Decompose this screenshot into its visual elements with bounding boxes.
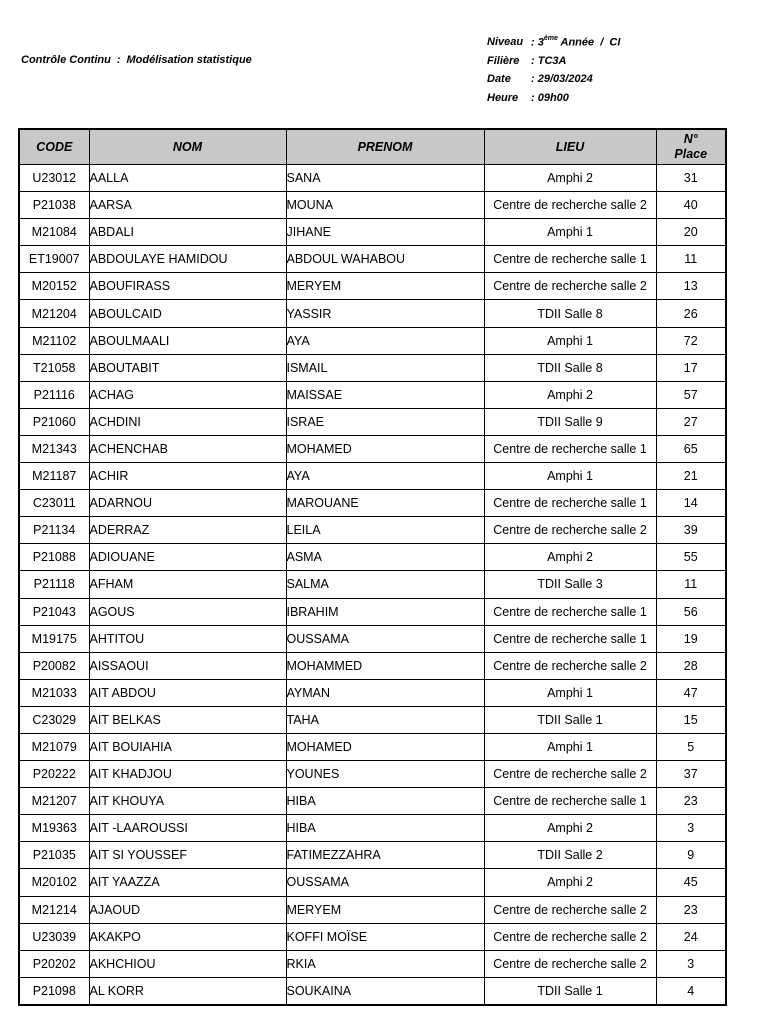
table-row bbox=[19, 381, 726, 408]
cell-code: M21214 bbox=[19, 896, 89, 923]
cell-prenom: MOUNA bbox=[286, 192, 484, 219]
cell-code: P21118 bbox=[19, 571, 89, 598]
cell-lieu: Centre de recherche salle 2 bbox=[484, 923, 656, 950]
table-row bbox=[19, 950, 726, 977]
cell-code: P21134 bbox=[19, 517, 89, 544]
cell-place: 47 bbox=[656, 679, 726, 706]
cell-place: 4 bbox=[656, 977, 726, 1005]
cell-place: 17 bbox=[656, 354, 726, 381]
exam-title bbox=[21, 54, 252, 66]
header-place bbox=[656, 129, 726, 165]
cell-nom: ABOULMAALI bbox=[89, 327, 286, 354]
cell-code: M21102 bbox=[19, 327, 89, 354]
table-row bbox=[19, 327, 726, 354]
cell-prenom: AYA bbox=[286, 327, 484, 354]
cell-lieu: TDII Salle 1 bbox=[484, 706, 656, 733]
cell-prenom: OUSSAMA bbox=[286, 625, 484, 652]
cell-nom: ABOULCAID bbox=[89, 300, 286, 327]
cell-lieu: Amphi 1 bbox=[484, 219, 656, 246]
cell-place: 31 bbox=[656, 165, 726, 192]
cell-prenom: MERYEM bbox=[286, 273, 484, 300]
cell-nom: ADIOUANE bbox=[89, 544, 286, 571]
cell-nom: ABOUFIRASS bbox=[89, 273, 286, 300]
cell-code: P21060 bbox=[19, 408, 89, 435]
cell-nom: AGOUS bbox=[89, 598, 286, 625]
cell-nom: AFHAM bbox=[89, 571, 286, 598]
cell-place: 19 bbox=[656, 625, 726, 652]
cell-nom: AHTITOU bbox=[89, 625, 286, 652]
table-row bbox=[19, 246, 726, 273]
cell-code: M21079 bbox=[19, 733, 89, 760]
filiere-label: Filière bbox=[487, 54, 520, 67]
cell-code: T21058 bbox=[19, 354, 89, 381]
table-row bbox=[19, 517, 726, 544]
cell-prenom: RKIA bbox=[286, 950, 484, 977]
date-label: Date bbox=[487, 73, 511, 85]
cell-place: 21 bbox=[656, 463, 726, 490]
cell-prenom: AYA bbox=[286, 463, 484, 490]
table-row bbox=[19, 869, 726, 896]
cell-place: 5 bbox=[656, 733, 726, 760]
cell-prenom: SANA bbox=[286, 165, 484, 192]
cell-place: 55 bbox=[656, 544, 726, 571]
cell-place: 27 bbox=[656, 408, 726, 435]
table-row bbox=[19, 598, 726, 625]
table-row bbox=[19, 435, 726, 462]
cell-prenom: MERYEM bbox=[286, 896, 484, 923]
cell-lieu: Centre de recherche salle 2 bbox=[484, 761, 656, 788]
cell-place: 11 bbox=[656, 571, 726, 598]
cell-nom: ACHENCHAB bbox=[89, 435, 286, 462]
cell-prenom: MOHAMMED bbox=[286, 652, 484, 679]
cell-nom: AIT KHOUYA bbox=[89, 788, 286, 815]
cell-place: 57 bbox=[656, 381, 726, 408]
table-row bbox=[19, 815, 726, 842]
cell-code: ET19007 bbox=[19, 246, 89, 273]
table-row bbox=[19, 625, 726, 652]
heure-label: Heure bbox=[487, 91, 519, 104]
cell-nom: ABDOULAYE HAMIDOU bbox=[89, 246, 286, 273]
table-row bbox=[19, 896, 726, 923]
table-row bbox=[19, 219, 726, 246]
cell-nom: AIT KHADJOU bbox=[89, 761, 286, 788]
cell-lieu: Amphi 1 bbox=[484, 327, 656, 354]
table-body bbox=[19, 165, 726, 1005]
meta-date bbox=[487, 73, 620, 92]
cell-place: 72 bbox=[656, 327, 726, 354]
cell-lieu: Centre de recherche salle 2 bbox=[484, 192, 656, 219]
cell-prenom: MOHAMED bbox=[286, 733, 484, 760]
cell-nom: AIT -LAAROUSSI bbox=[89, 815, 286, 842]
cell-place: 20 bbox=[656, 219, 726, 246]
meta-niveau bbox=[487, 36, 620, 55]
cell-nom: AIT ABDOU bbox=[89, 679, 286, 706]
cell-prenom: ISRAE bbox=[286, 408, 484, 435]
table-row bbox=[19, 544, 726, 571]
table-row bbox=[19, 192, 726, 219]
cell-lieu: TDII Salle 8 bbox=[484, 354, 656, 381]
cell-place: 13 bbox=[656, 273, 726, 300]
cell-prenom: ASMA bbox=[286, 544, 484, 571]
cell-lieu: Amphi 1 bbox=[484, 463, 656, 490]
cell-lieu: Centre de recherche salle 2 bbox=[484, 950, 656, 977]
cell-prenom: MAROUANE bbox=[286, 490, 484, 517]
cell-lieu: Centre de recherche salle 1 bbox=[484, 625, 656, 652]
cell-lieu: Centre de recherche salle 1 bbox=[484, 598, 656, 625]
cell-prenom: HIBA bbox=[286, 815, 484, 842]
cell-code: P21038 bbox=[19, 192, 89, 219]
cell-nom: AALLA bbox=[89, 165, 286, 192]
cell-prenom: HIBA bbox=[286, 788, 484, 815]
table-row bbox=[19, 300, 726, 327]
cell-prenom: OUSSAMA bbox=[286, 869, 484, 896]
exam-separator: : bbox=[116, 54, 121, 66]
cell-lieu: Amphi 2 bbox=[484, 815, 656, 842]
student-roster-table bbox=[18, 128, 727, 1006]
cell-code: P21116 bbox=[19, 381, 89, 408]
header-nom: NOM bbox=[89, 129, 286, 165]
cell-lieu: Amphi 2 bbox=[484, 869, 656, 896]
table-row bbox=[19, 273, 726, 300]
cell-lieu: Centre de recherche salle 2 bbox=[484, 896, 656, 923]
table-row bbox=[19, 977, 726, 1005]
table-row bbox=[19, 408, 726, 435]
filiere-value: : TC3A bbox=[531, 54, 567, 67]
cell-lieu: TDII Salle 1 bbox=[484, 977, 656, 1005]
cell-code: M21207 bbox=[19, 788, 89, 815]
cell-place: 15 bbox=[656, 706, 726, 733]
cell-place: 11 bbox=[656, 246, 726, 273]
cell-code: C23029 bbox=[19, 706, 89, 733]
cell-nom: ADARNOU bbox=[89, 490, 286, 517]
table-row bbox=[19, 679, 726, 706]
cell-code: P21043 bbox=[19, 598, 89, 625]
cell-nom: AKAKPO bbox=[89, 923, 286, 950]
table-row bbox=[19, 571, 726, 598]
cell-lieu: Amphi 1 bbox=[484, 679, 656, 706]
table-row bbox=[19, 652, 726, 679]
cell-nom: ACHIR bbox=[89, 463, 286, 490]
heure-value: : 09h00 bbox=[531, 91, 569, 104]
cell-code: M21033 bbox=[19, 679, 89, 706]
cell-code: M21204 bbox=[19, 300, 89, 327]
cell-place: 40 bbox=[656, 192, 726, 219]
cell-prenom: YOUNES bbox=[286, 761, 484, 788]
cell-lieu: Centre de recherche salle 1 bbox=[484, 490, 656, 517]
cell-code: P21088 bbox=[19, 544, 89, 571]
cell-place: 28 bbox=[656, 652, 726, 679]
cell-lieu: Centre de recherche salle 1 bbox=[484, 435, 656, 462]
table-row bbox=[19, 923, 726, 950]
table-row bbox=[19, 788, 726, 815]
cell-code: U23039 bbox=[19, 923, 89, 950]
cell-nom: ABOUTABIT bbox=[89, 354, 286, 381]
table-row bbox=[19, 354, 726, 381]
cell-lieu: Centre de recherche salle 2 bbox=[484, 517, 656, 544]
meta-heure bbox=[487, 92, 620, 111]
header-row bbox=[19, 129, 726, 165]
cell-place: 9 bbox=[656, 842, 726, 869]
table-row bbox=[19, 165, 726, 192]
cell-place: 56 bbox=[656, 598, 726, 625]
cell-place: 14 bbox=[656, 490, 726, 517]
cell-lieu: Centre de recherche salle 2 bbox=[484, 273, 656, 300]
cell-lieu: Amphi 2 bbox=[484, 165, 656, 192]
cell-code: M20102 bbox=[19, 869, 89, 896]
cell-prenom: ABDOUL WAHABOU bbox=[286, 246, 484, 273]
meta-filiere bbox=[487, 55, 620, 74]
exam-subject: Modélisation statistique bbox=[126, 54, 252, 66]
cell-prenom: YASSIR bbox=[286, 300, 484, 327]
cell-prenom: MAISSAE bbox=[286, 381, 484, 408]
cell-prenom: TAHA bbox=[286, 706, 484, 733]
cell-place: 23 bbox=[656, 896, 726, 923]
cell-code: P20082 bbox=[19, 652, 89, 679]
cell-prenom: SOUKAINA bbox=[286, 977, 484, 1005]
exam-meta bbox=[487, 36, 620, 110]
cell-prenom: AYMAN bbox=[286, 679, 484, 706]
cell-prenom: IBRAHIM bbox=[286, 598, 484, 625]
header-place-line1: N° bbox=[683, 132, 698, 146]
niveau-label: Niveau bbox=[487, 36, 524, 48]
header-lieu: LIEU bbox=[484, 129, 656, 165]
table-row bbox=[19, 733, 726, 760]
cell-nom: AARSA bbox=[89, 192, 286, 219]
cell-place: 26 bbox=[656, 300, 726, 327]
cell-prenom: KOFFI MOÏSE bbox=[286, 923, 484, 950]
header-code: CODE bbox=[19, 129, 89, 165]
cell-code: P20222 bbox=[19, 761, 89, 788]
cell-lieu: Amphi 2 bbox=[484, 544, 656, 571]
cell-lieu: TDII Salle 9 bbox=[484, 408, 656, 435]
cell-nom: AIT BELKAS bbox=[89, 706, 286, 733]
date-value: : 29/03/2024 bbox=[531, 73, 593, 85]
cell-nom: AIT YAAZZA bbox=[89, 869, 286, 896]
cell-code: U23012 bbox=[19, 165, 89, 192]
cell-code: P21098 bbox=[19, 977, 89, 1005]
cell-place: 3 bbox=[656, 815, 726, 842]
cell-lieu: TDII Salle 2 bbox=[484, 842, 656, 869]
table-row bbox=[19, 842, 726, 869]
table-row bbox=[19, 761, 726, 788]
cell-lieu: TDII Salle 3 bbox=[484, 571, 656, 598]
cell-lieu: Amphi 2 bbox=[484, 381, 656, 408]
cell-nom: AISSAOUI bbox=[89, 652, 286, 679]
cell-prenom: FATIMEZZAHRA bbox=[286, 842, 484, 869]
cell-place: 3 bbox=[656, 950, 726, 977]
exam-label: Contrôle Continu bbox=[21, 54, 111, 66]
cell-nom: ACHDINI bbox=[89, 408, 286, 435]
cell-nom: ACHAG bbox=[89, 381, 286, 408]
cell-code: M21187 bbox=[19, 463, 89, 490]
cell-code: M19363 bbox=[19, 815, 89, 842]
cell-nom: AIT BOUIAHIA bbox=[89, 733, 286, 760]
cell-code: M20152 bbox=[19, 273, 89, 300]
table-header bbox=[19, 129, 726, 165]
table-row bbox=[19, 463, 726, 490]
cell-code: M21084 bbox=[19, 219, 89, 246]
cell-code: C23011 bbox=[19, 490, 89, 517]
cell-place: 39 bbox=[656, 517, 726, 544]
cell-code: P21035 bbox=[19, 842, 89, 869]
cell-prenom: SALMA bbox=[286, 571, 484, 598]
cell-place: 65 bbox=[656, 435, 726, 462]
cell-lieu: Centre de recherche salle 1 bbox=[484, 246, 656, 273]
cell-prenom: LEILA bbox=[286, 517, 484, 544]
cell-place: 23 bbox=[656, 788, 726, 815]
header-prenom: PRENOM bbox=[286, 129, 484, 165]
niveau-value: : 3ème Année / CI bbox=[531, 35, 621, 49]
cell-place: 37 bbox=[656, 761, 726, 788]
cell-lieu: Amphi 1 bbox=[484, 733, 656, 760]
cell-lieu: Centre de recherche salle 2 bbox=[484, 652, 656, 679]
cell-nom: AIT SI YOUSSEF bbox=[89, 842, 286, 869]
cell-place: 24 bbox=[656, 923, 726, 950]
header-place-line2: Place bbox=[674, 147, 708, 161]
cell-code: M21343 bbox=[19, 435, 89, 462]
cell-nom: AL KORR bbox=[89, 977, 286, 1005]
cell-nom: ABDALI bbox=[89, 219, 286, 246]
cell-nom: AKHCHIOU bbox=[89, 950, 286, 977]
cell-code: M19175 bbox=[19, 625, 89, 652]
table-row bbox=[19, 706, 726, 733]
cell-nom: ADERRAZ bbox=[89, 517, 286, 544]
table-row bbox=[19, 490, 726, 517]
cell-lieu: TDII Salle 8 bbox=[484, 300, 656, 327]
cell-lieu: Centre de recherche salle 1 bbox=[484, 788, 656, 815]
cell-prenom: MOHAMED bbox=[286, 435, 484, 462]
cell-place: 45 bbox=[656, 869, 726, 896]
cell-nom: AJAOUD bbox=[89, 896, 286, 923]
cell-code: P20202 bbox=[19, 950, 89, 977]
cell-prenom: ISMAIL bbox=[286, 354, 484, 381]
cell-prenom: JIHANE bbox=[286, 219, 484, 246]
